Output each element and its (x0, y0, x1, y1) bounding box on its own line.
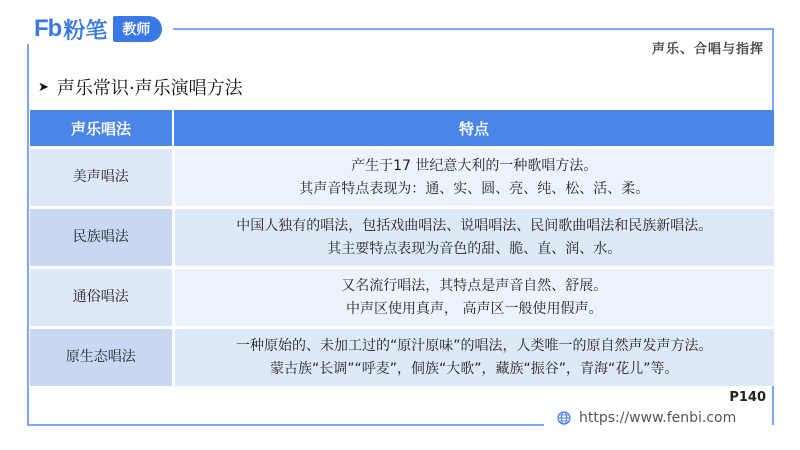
footer-url-text[interactable]: https://www.fenbi.com (579, 410, 737, 426)
section-heading (38, 74, 243, 100)
feature-line: 一种原始的、未加工过的“原汁原味”的唱法，人类唯一的原自然声发声方法。 (235, 337, 713, 354)
frame-top-line (173, 28, 773, 30)
method-name: 民族唱法 (30, 208, 173, 268)
course-title: 声乐、合唱与指挥 (651, 42, 764, 57)
feature-line: 中国人独有的唱法，包括戏曲唱法、说唱唱法、民间歌曲唱法和民族新唱法。 (236, 217, 713, 234)
method-name: 美声唱法 (30, 148, 173, 208)
header-features: 特点 (173, 110, 774, 148)
globe-icon (557, 411, 571, 425)
feature-line: 又名流行唱法，其特点是声音自然、舒展。 (341, 277, 608, 294)
table-header-row (30, 110, 774, 148)
header-method: 声乐唱法 (30, 110, 173, 148)
method-name: 通俗唱法 (30, 268, 173, 328)
section-title: 声乐常识·声乐演唱方法 (56, 78, 243, 99)
brand-name: 粉笔 (63, 18, 108, 44)
brand-fb-mark: Fb (34, 15, 62, 42)
feature-line: 其主要特点表现为音色的甜、脆、直、润、水。 (327, 240, 622, 257)
arrow-bullet-icon: ➤ (38, 79, 49, 95)
method-features (173, 148, 774, 208)
page-number: P140 (729, 390, 766, 405)
frame-bottom-line (27, 424, 544, 426)
feature-line: 蒙古族“长调”“呼麦”，侗族“大歌”，藏族“振谷”，青海“花儿”等。 (269, 360, 679, 377)
brand-logo (34, 13, 162, 45)
method-features (173, 208, 774, 268)
brand-badge: 教师 (113, 16, 162, 42)
frame-left-line (27, 44, 29, 425)
method-features (173, 268, 774, 328)
table-row (30, 268, 774, 328)
feature-line: 中声区使用真声， 高声区一般使用假声。 (346, 300, 603, 317)
singing-methods-table (30, 110, 774, 386)
table-row (30, 208, 774, 268)
method-name: 原生态唱法 (30, 328, 173, 387)
table-row (30, 328, 774, 387)
method-features (173, 328, 774, 387)
feature-line: 其声音特点表现为：通、实、圆、亮、纯、松、活、柔。 (299, 180, 650, 197)
feature-line: 产生于17 世纪意大利的一种歌唱方法。 (351, 157, 598, 174)
footer-url[interactable] (557, 410, 736, 426)
table-row (30, 148, 774, 208)
